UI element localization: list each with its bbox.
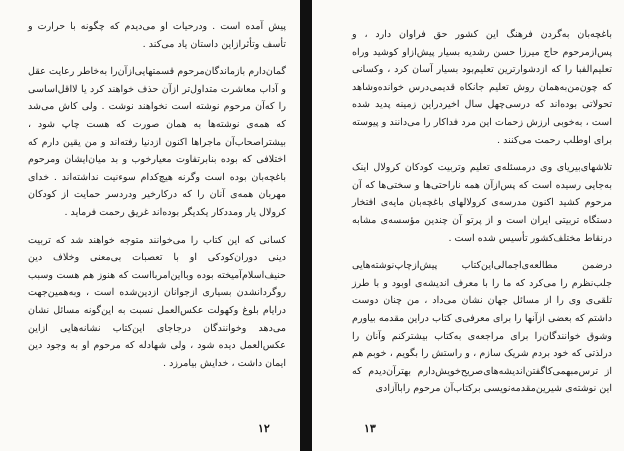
right-page-text: [352, 26, 612, 408]
paragraph: پیش آمده است . ودرحیات او می‌دیدم که چگونه با حرارت و تأسف وتأثرازاین داستان یاد می‌کند .: [28, 21, 286, 50]
page-number: ۱۳: [364, 422, 376, 435]
left-page: [0, 0, 300, 451]
right-page: [312, 0, 624, 451]
paragraph: درضمن مطالعه‌ی‌اجمالی‌این‌کتاب پیش‌ازچاپ‌نوشته‌هایی جلب‌نظرم را می‌کرد که ما را با معرف اندیشه‌ی اوبود و با طرز تلقی‌ی وی را از مسائل جهان نشان می‌داد ، من چنان دوست داشتم که بعضی ازآنها را برای معرفی‌ی کتاب دراین مقدمه بیاورم وشوق خوانندگان‌را برای مراجعه‌ی به‌کتاب بیشترکنم وآنان را درلذتی که خود بردم شریک سازم ، و راستش را بگویم ، خوبم هم از ترس‌مبهمی‌کاگفتن‌اندیشه‌های‌صریح‌خویش‌دارم بهتر‌آن‌دیدم‌ که این نوشته‌ی شیرین‌مقدمه‌نویسی برکتاب‌آن مرحوم راباآزادی: [352, 260, 612, 395]
page-number: ۱۲: [258, 422, 270, 435]
paragraph: باغچه‌بان به‌گردن فرهنگ این کشور حق فراوان دارد ، و پس‌ازمرحوم حاج میرزا حسن رشدیه بسیار پیش‌ازاو کوشید وراه تعلیم‌الفبا را که ازدشوارترین تعلیم‌بود بسیار آسان کرد ، وکسانی که چون‌من‌به‌همان روش تعلیم جانکاه قدیمی‌درس خوانده‌وشاهد تحولاتی بوده‌اند که درسی‌چهل سال اخیردراین‌ زمینه پدید شده است ، به‌خوبی ارزش زحمات این مرد فداکار را می‌دانند و پیوسته برای اوطلب رحمت می‌کنند .: [352, 29, 612, 146]
book-gutter: [300, 0, 312, 451]
paragraph: گمان‌دارم بازماندگان‌مرحوم قسمتهایی‌از‌آن‌را به‌خاطر رعایت عقل و آداب معاشرت متداول‌تر از‌آن حذف خواهند کرد یا لااقل‌اساسی را که‌آن مرحوم نوشته است نخواهند نوشت . ولی کاش می‌شد که همه‌ی نوشته‌ها به همان صورت که هست چاپ شود ، بیشتر‌اصحاب‌آن ماجرا‌ها اکنون ازدنیا رفته‌اند و من یقین دارم که اختلافی که بوده بنابرتفاوت معیارخوب و بد میان‌ایشان ومرحوم باغچه‌بان بوده است و‌گرنه هیچ‌کدام سوءنیت نداشته‌اند . خدای مهربان همه‌ی آنان را که درکارخیر ودردسر حمایت از کودکان کرولال یار ومددکار یکدیگر بوده‌اند غریق رحمت فرماید .: [28, 66, 286, 218]
left-page-text: [28, 18, 286, 382]
paragraph: تلاشهای‌بیریای وی درمسئله‌ی تعلیم وتربیت کودکان کرولال اینک به‌جایی رسیده است که پس‌ازآن همه ناراحتی‌ها و سختی‌ها که آن مرحوم کشید اکنون مدرسه‌ی کرولالهای باغچه‌بان مایه‌ی افتخار دستگاه تربیتی ایران است و از پرتو آن چندین مؤسسه‌ی مشابه درنقاط مختلف‌کشور تأسیس شده است .: [352, 162, 612, 244]
paragraph: کسانی که این کتاب را می‌خوانند متوجه خواهند شد که تربیت دینی دوران‌کودکی او با تعصبات بی‌معنی وخلاف دین حنیف‌اسلام‌آمیخته بوده وبااین‌امربااست که هنوز هم هست وسبب روگردانشدن بسیاری ازجوانان ازدین‌شده است ، وبه‌همین‌جهت درایام بلوغ وکهولت عکس‌العمل نسبت به این‌گونه مسائل نشان می‌دهد وخوانندگان درجاجای این‌کتاب نشانه‌هایی ازاین عکس‌العمل دیده شود ، ولی شهادله که مرحوم او به وجود دین ایمان داشت ، خدایش بیامرزد .: [28, 234, 286, 369]
